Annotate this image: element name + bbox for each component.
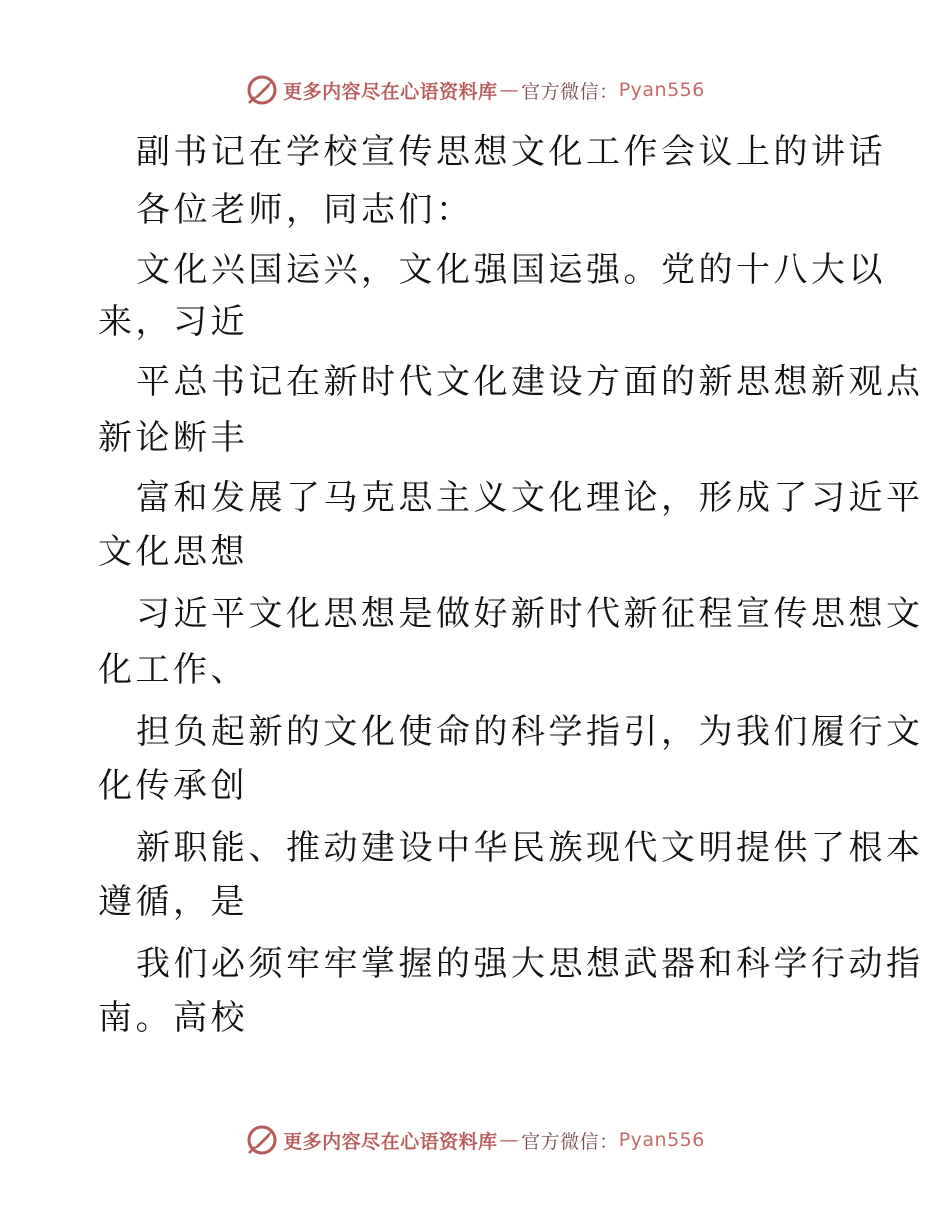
paragraph-line: 平总书记在新时代文化建设方面的新思想新观点 <box>136 362 924 402</box>
paragraph-line: 南。高校 <box>98 998 248 1038</box>
paragraph-line: 我们必须牢牢掌握的强大思想武器和科学行动指 <box>136 944 924 984</box>
paragraph-line: 新职能、推动建设中华民族现代文明提供了根本 <box>136 828 924 868</box>
paragraph-line: 文化思想 <box>98 532 248 572</box>
salutation: 各位老师，同志们： <box>136 190 474 230</box>
watermark-wechat-label: 官方微信： <box>521 80 619 103</box>
header-watermark <box>0 70 950 110</box>
watermark-dash: — <box>499 79 520 101</box>
paragraph-line: 遵循，是 <box>98 882 248 922</box>
quill-logo-icon <box>245 73 279 107</box>
watermark-text: 更多内容尽在心语资料库 <box>283 80 498 103</box>
paragraph-line: 化传承创 <box>98 766 248 806</box>
paragraph-line: 新论断丰 <box>98 418 248 458</box>
paragraph-line: 化工作、 <box>98 650 248 690</box>
paragraph-line: 文化兴国运兴，文化强国运强。党的十八大以 <box>136 250 886 290</box>
paragraph-line: 担负起新的文化使命的科学指引，为我们履行文 <box>136 712 924 752</box>
watermark-wechat-label: 官方微信： <box>521 1130 619 1153</box>
quill-logo-icon <box>245 1123 279 1157</box>
paragraph-line: 来，习近 <box>98 302 248 342</box>
watermark-dash: — <box>499 1129 520 1151</box>
watermark-text: 更多内容尽在心语资料库 <box>283 1130 498 1153</box>
watermark-wechat-id: Pyan556 <box>618 1129 705 1151</box>
footer-watermark <box>0 1120 950 1160</box>
watermark-wechat-id: Pyan556 <box>618 79 705 101</box>
paragraph-line: 习近平文化思想是做好新时代新征程宣传思想文 <box>136 594 924 634</box>
document-title: 副书记在学校宣传思想文化工作会议上的讲话 <box>136 132 886 172</box>
paragraph-line: 富和发展了马克思主义文化理论，形成了习近平 <box>136 478 924 518</box>
